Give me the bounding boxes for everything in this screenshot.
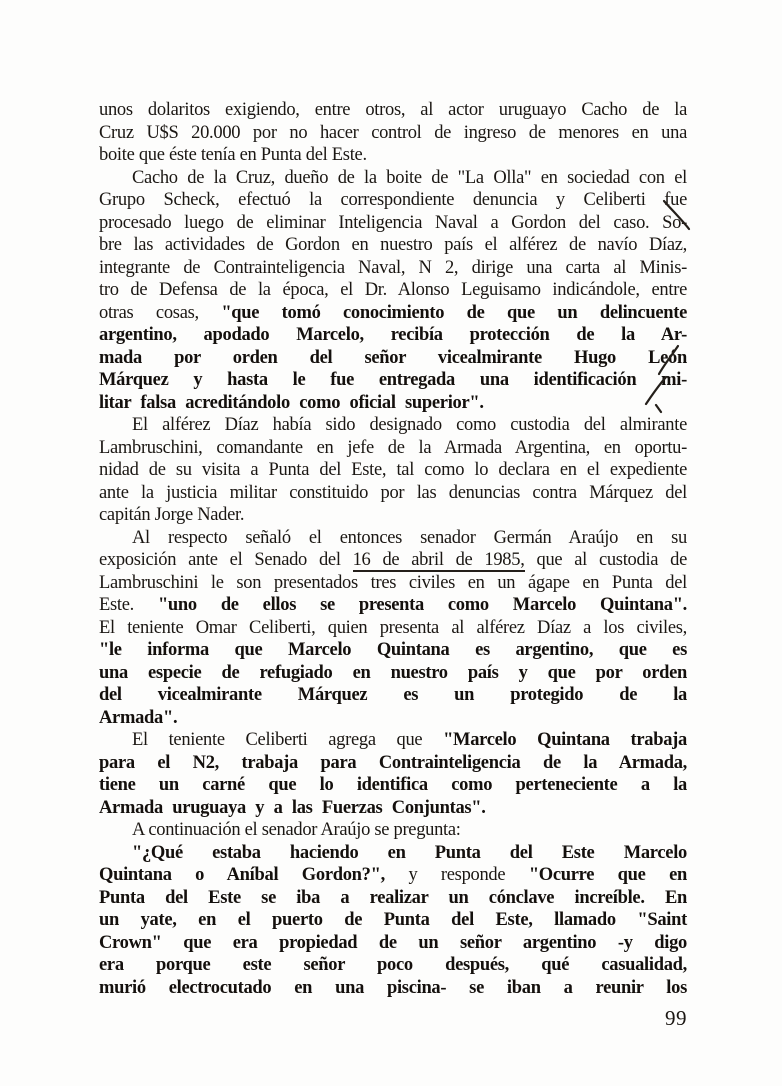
text-segment: Quintana o Aníbal Gordon?", <box>99 865 409 885</box>
text-segment: capitán Jorge Nader. <box>99 505 245 525</box>
text-line <box>99 324 687 347</box>
text-segment: y responde <box>408 865 529 885</box>
text-segment: "¿Qué estaba haciendo en Punta del Este Marcelo <box>132 842 687 863</box>
text-segment: bre las actividades de Gordon en nuestro país el alférez de navío Díaz, <box>99 235 687 255</box>
text-line <box>99 729 687 752</box>
text-line <box>99 459 687 482</box>
text-segment: Cruz U$S 20.000 por no hacer control de ingreso de menores en una <box>99 122 687 143</box>
text-line <box>99 122 687 145</box>
text-line <box>99 189 687 212</box>
text-line <box>99 909 687 932</box>
text-line <box>99 482 687 505</box>
text-line <box>99 887 687 910</box>
text-line <box>99 549 687 572</box>
text-segment: Lambruschini le son presentados tres civiles en un ágape en Punta del <box>99 572 687 593</box>
text-segment: "que tomó conocimiento de que un delincuente <box>221 302 687 323</box>
text-segment: otras cosas, <box>99 302 222 323</box>
text-segment: Crown" que era propiedad de un señor argentino -y digo <box>99 932 687 953</box>
text-segment: El teniente Omar Celiberti, quien presenta al alférez Díaz a los civiles, <box>99 617 687 638</box>
text-segment: El teniente Celiberti agrega que <box>132 730 444 750</box>
text-line <box>99 99 687 122</box>
text-line <box>99 977 687 1000</box>
text-segment: litar falsa acreditándolo como oficial superior". <box>99 392 484 413</box>
text-segment: A continuación el senador Araújo se pregunta: <box>132 820 461 840</box>
text-line <box>99 144 687 167</box>
text-line <box>99 504 687 527</box>
text-line <box>99 864 687 887</box>
text-segment: Armada uruguaya y a las Fuerzas Conjuntas". <box>99 797 486 818</box>
text-segment: tro de Defensa de la época, el Dr. Alonso Leguisamo indicándole, entre <box>99 280 687 300</box>
text-segment: unos dolaritos exigiendo, entre otros, al actor uruguayo Cacho de la <box>99 100 687 120</box>
text-segment: un yate, en el puerto de Punta del Este, llamado "Saint <box>99 910 687 930</box>
text-line <box>99 774 687 797</box>
text-segment: argentino, apodado Marcelo, recibía protección de la Ar- <box>99 325 687 345</box>
text-line <box>99 167 687 190</box>
text-line <box>99 392 687 415</box>
text-segment: Este. <box>99 595 158 615</box>
text-line <box>99 257 687 280</box>
text-line <box>99 662 687 685</box>
text-line <box>99 369 687 392</box>
text-block <box>99 99 687 999</box>
text-line <box>99 819 687 842</box>
text-line <box>99 797 687 820</box>
text-segment: era porque este señor poco después, qué casualidad, <box>99 955 687 975</box>
text-segment: Grupo Scheck, efectuó la correspondiente denuncia y Celiberti fue <box>99 190 687 210</box>
text-segment: procesado luego de eliminar Inteligencia Naval a Gordon del caso. So- <box>99 212 687 233</box>
text-segment: El alférez Díaz había sido designado como custodia del almirante <box>132 415 687 435</box>
text-line <box>99 347 687 370</box>
text-segment: "Marcelo Quintana trabaja <box>443 730 687 750</box>
text-line <box>99 617 687 640</box>
text-segment: del vicealmirante Márquez es un protegido de la <box>99 685 687 705</box>
text-line <box>99 279 687 302</box>
text-line <box>99 684 687 707</box>
text-segment: tiene un carné que lo identifica como perteneciente a la <box>99 775 687 795</box>
text-segment: nidad de su visita a Punta del Este, tal como lo declara en el expediente <box>99 460 687 480</box>
text-segment: integrante de Contrainteligencia Naval, N 2, dirige una carta al Minis- <box>99 257 687 278</box>
text-line <box>99 954 687 977</box>
text-segment: murió electrocutado en una piscina- se iban a reunir los <box>99 977 687 998</box>
text-segment: Al respecto señaló el entonces senador Germán Araújo en su <box>132 527 687 548</box>
text-segment: Lambruschini, comandante en jefe de la Armada Argentina, en oportu- <box>99 437 687 458</box>
text-line <box>99 414 687 437</box>
text-line <box>99 752 687 775</box>
text-line <box>99 842 687 865</box>
text-segment: "uno de ellos se presenta como Marcelo Quintana". <box>157 595 687 615</box>
text-line <box>99 527 687 550</box>
text-line <box>99 639 687 662</box>
text-segment: boite que éste tenía en Punta del Este. <box>99 145 367 165</box>
text-segment: mada por orden del señor vicealmirante Hugo León <box>99 347 687 368</box>
text-segment: ante la justicia militar constituido por las denuncias contra Márquez del <box>99 482 687 503</box>
text-line <box>99 707 687 730</box>
text-segment: Armada". <box>99 707 178 728</box>
text-line <box>99 932 687 955</box>
text-segment: que al custodia de <box>524 550 687 570</box>
text-segment: "Ocurre que en <box>528 865 687 885</box>
text-line <box>99 437 687 460</box>
text-line <box>99 234 687 257</box>
text-segment: Cacho de la Cruz, dueño de la boite de "La Olla" en sociedad con el <box>132 167 687 188</box>
text-line <box>99 302 687 325</box>
text-line <box>99 212 687 235</box>
text-segment: exposición ante el Senado del <box>99 550 353 570</box>
page-number: 99 <box>665 1006 687 1030</box>
text-segment: para el N2, trabaja para Contrainteligencia de la Armada, <box>99 752 687 773</box>
text-line <box>99 572 687 595</box>
text-segment: 16 de abril de 1985, <box>352 550 525 570</box>
text-segment: Punta del Este se iba a realizar un cónclave increíble. En <box>99 887 687 908</box>
text-segment: "le informa que Marcelo Quintana es argentino, que es <box>99 640 687 660</box>
text-line <box>99 594 687 617</box>
text-segment: una especie de refugiado en nuestro país y que por orden <box>99 662 687 683</box>
text-segment: Márquez y hasta le fue entregada una identificación mi- <box>99 370 687 390</box>
